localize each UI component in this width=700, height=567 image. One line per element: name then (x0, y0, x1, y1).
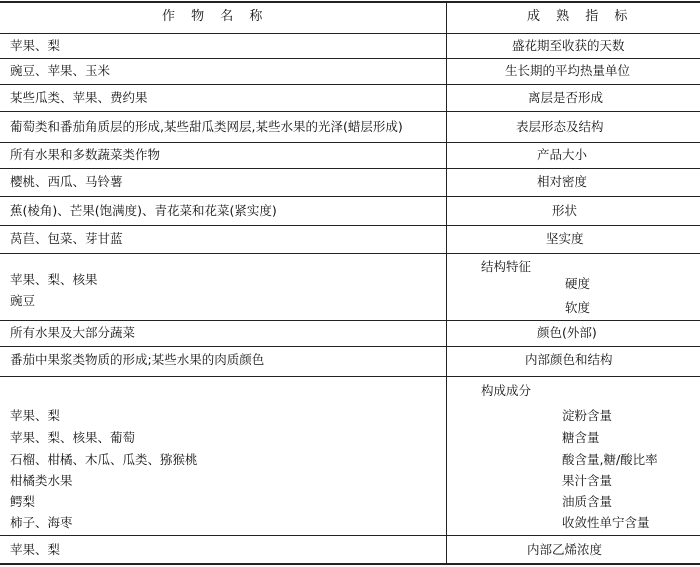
index-cell: 收敛性单宁含量 (562, 515, 650, 530)
crop-cell: 豌豆、苹果、玉米 (10, 63, 111, 78)
crop-cell: 所有水果及大部分蔬菜 (10, 325, 136, 340)
crop-cell: 苹果、梨、核果、葡萄 (10, 430, 136, 445)
crop-cell: 所有水果和多数蔬菜类作物 (10, 147, 161, 162)
crop-cell: 石榴、柑橘、木瓜、瓜类、猕猴桃 (10, 452, 198, 467)
crop-cell: 鳄梨 (10, 494, 36, 509)
index-cell: 内部乙烯浓度 (527, 542, 603, 557)
rule (0, 535, 700, 536)
index-cell: 产品大小 (537, 147, 588, 162)
rule (0, 142, 700, 143)
index-cell: 表层形态及结构 (516, 119, 604, 134)
crop-cell: 苹果、梨 (10, 542, 61, 557)
index-cell: 酸含量,糖/酸比率 (562, 452, 658, 467)
crop-cell: 樱桃、西瓜、马铃薯 (10, 174, 123, 189)
crop-cell: 某些瓜类、苹果、费约果 (10, 90, 148, 105)
crop-cell: 柑橘类水果 (10, 473, 73, 488)
index-cell: 相对密度 (537, 174, 588, 189)
crop-cell: 豌豆 (10, 293, 36, 308)
rule (0, 168, 700, 169)
rule (0, 253, 700, 254)
crop-cell: 莴苣、包菜、芽甘蓝 (10, 231, 123, 246)
rule-header (0, 33, 700, 34)
rule (0, 111, 700, 112)
group-heading: 构成成分 (481, 383, 532, 398)
rule (0, 84, 700, 85)
index-cell: 软度 (565, 300, 591, 315)
index-cell: 颜色(外部) (537, 325, 597, 340)
index-cell: 油质含量 (562, 494, 613, 509)
crop-cell: 苹果、梨 (10, 408, 61, 423)
index-cell: 坚实度 (546, 231, 584, 246)
index-cell: 糖含量 (562, 430, 600, 445)
header-index: 成 熟 指 标 (527, 9, 634, 24)
crop-cell: 葡萄类和番茄角质层的形成,某些甜瓜类网层,某些水果的光泽(蜡层形成) (10, 119, 403, 134)
column-divider (446, 2, 447, 564)
rule (0, 376, 700, 377)
index-cell: 离层是否形成 (528, 90, 604, 105)
group-heading: 结构特征 (481, 259, 532, 274)
rule (0, 346, 700, 347)
rule (0, 320, 700, 321)
crop-cell: 番茄中果浆类物质的形成;某些水果的肉质颜色 (10, 352, 265, 367)
index-cell: 淀粉含量 (562, 408, 613, 423)
index-cell: 盛花期至收获的天数 (512, 38, 625, 53)
crop-cell: 苹果、梨、核果 (10, 272, 98, 287)
rule-top (0, 1, 700, 3)
rule (0, 196, 700, 197)
index-cell: 形状 (552, 203, 578, 218)
rule-bottom (0, 563, 700, 565)
index-cell: 生长期的平均热量单位 (505, 63, 631, 78)
rule (0, 58, 700, 59)
crop-cell: 柿子、海枣 (10, 515, 73, 530)
index-cell: 内部颜色和结构 (525, 352, 613, 367)
rule (0, 225, 700, 226)
crop-cell: 苹果、梨 (10, 38, 61, 53)
crop-cell: 蕉(棱角)、芒果(饱满度)、青花菜和花菜(紧实度) (10, 203, 277, 218)
index-cell: 果汁含量 (562, 473, 613, 488)
index-cell: 硬度 (565, 276, 591, 291)
header-crop: 作 物 名 称 (162, 9, 269, 24)
